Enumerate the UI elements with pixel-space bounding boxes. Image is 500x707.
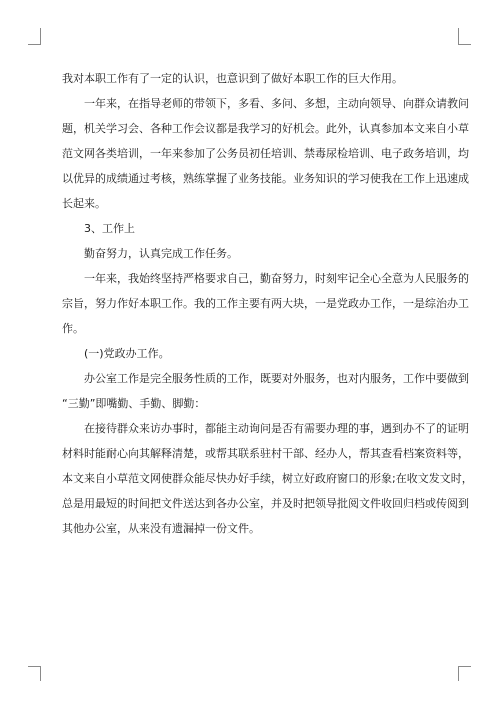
text-line: 作。 xyxy=(62,322,84,335)
text-line: 一年来，在指导老师的带领下，多看、多问、多想，主动向领导、向群众请教问 xyxy=(84,97,469,110)
text-line: 一年来，我始终坚持严格要求自己，勤奋努力，时刻牢记全心全意为人民服务的 xyxy=(84,272,469,285)
text-line: 以优异的成绩通过考核，熟练掌握了业务技能。业务知识的学习使我在工作上迅速成 xyxy=(62,172,469,185)
paragraph xyxy=(62,391,438,416)
text-line: 办公室工作是完全服务性质的工作，既要对外服务，也对内服务，工作中要做到 xyxy=(84,372,469,385)
text-line: 题，机关学习会、各种工作会议都是我学习的好机会。此外，认真参加本文来自小草 xyxy=(62,122,469,135)
text-line: 范文网各类培训，一年来参加了公务员初任培训、禁毒尿检培训、电子政务培训，均 xyxy=(62,147,469,160)
text-line: 总是用最短的时间把文件送达到各办公室，并及时把领导批阅文件收回归档或传阅到 xyxy=(62,497,469,510)
subsection-heading xyxy=(62,341,438,366)
text-line: 其他办公室，从来没有遗漏掉一份文件。 xyxy=(62,522,260,535)
paragraph xyxy=(62,241,438,266)
text-line: 3、工作上 xyxy=(84,222,135,235)
paragraph xyxy=(62,366,469,391)
crop-mark-top-left xyxy=(28,28,41,45)
crop-mark-bottom-right xyxy=(458,666,471,681)
paragraph xyxy=(62,116,469,216)
document-body xyxy=(62,66,473,541)
paragraph xyxy=(62,441,473,541)
paragraph xyxy=(62,291,469,341)
text-line: 宗旨，努力作好本职工作。我的工作主要有两大块，一是党政办工作，一是综治办工 xyxy=(62,297,469,310)
paragraph xyxy=(62,91,469,116)
text-line: 勤奋努力，认真完成工作任务。 xyxy=(84,247,238,260)
paragraph xyxy=(62,66,438,91)
text-line: 本文来自小草范文网使群众能尽快办好手续，树立好政府窗口的形象;在收文发文时， xyxy=(62,472,473,485)
crop-mark-bottom-left xyxy=(28,666,41,681)
text-line: 长起来。 xyxy=(62,197,106,210)
text-line: 材料时能耐心向其解释清楚，或帮其联系驻村干部、经办人，帮其查看档案资料等， xyxy=(62,447,469,460)
paragraph xyxy=(62,416,469,441)
paragraph xyxy=(62,266,469,291)
section-heading xyxy=(62,216,438,241)
text-line: 我对本职工作有了一定的认识，也意识到了做好本职工作的巨大作用。 xyxy=(62,72,403,85)
text-line: 在接待群众来访办事时，都能主动询问是否有需要办理的事，遇到办不了的证明 xyxy=(84,422,469,435)
text-line: (一)党政办工作。 xyxy=(84,347,170,360)
text-line: “三勤”即嘴勤、手勤、脚勤： xyxy=(62,397,206,410)
crop-mark-top-right xyxy=(458,28,471,45)
